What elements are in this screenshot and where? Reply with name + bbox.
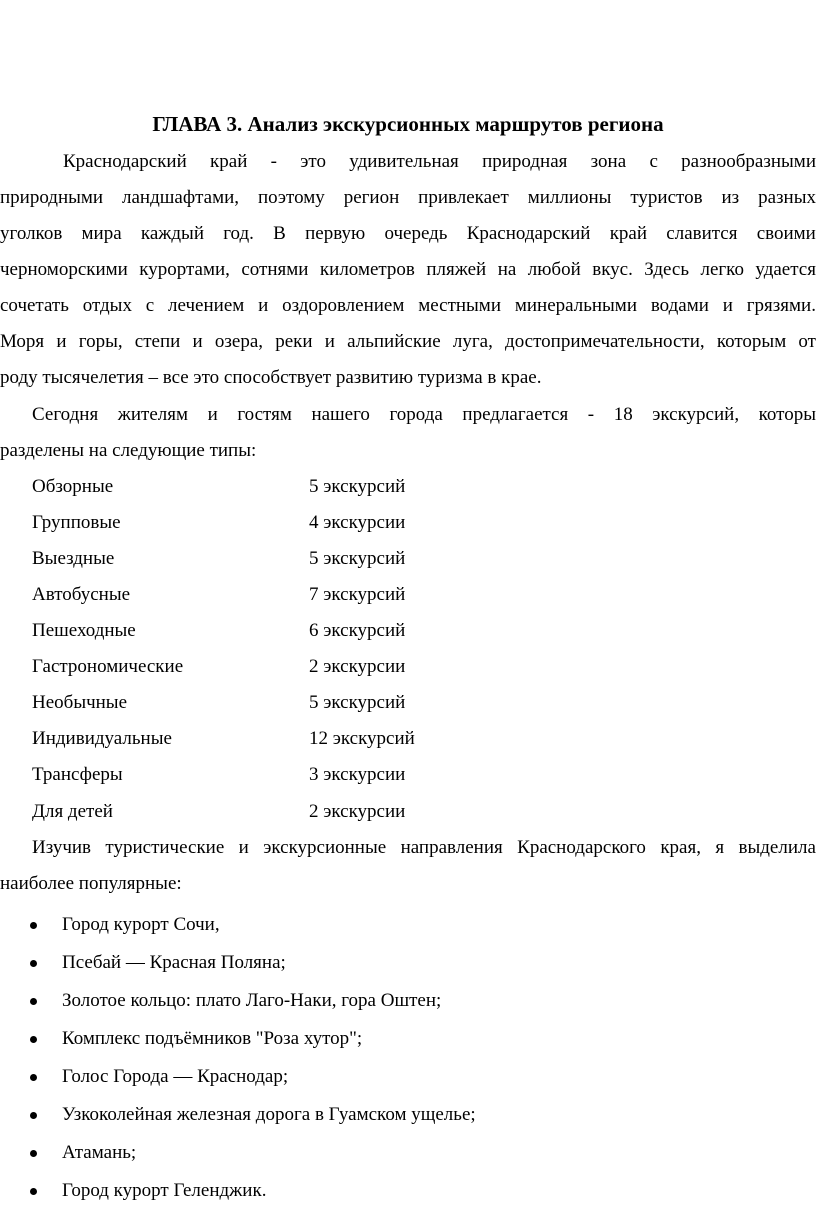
word: и (722, 295, 733, 316)
excursion-type-name: Для детей (32, 801, 113, 822)
word: сотнями (241, 259, 309, 280)
word: предлагается (462, 404, 569, 425)
excursion-type-count: 5 экскурсий (309, 476, 406, 497)
list-item-text: Город курорт Геленджик. (62, 1180, 267, 1201)
word: славится (666, 223, 738, 244)
word: альпийские (347, 331, 441, 352)
paragraph-1-line-1 (63, 150, 816, 174)
paragraph-1-line-7: роду тысячелетия – все это способствует развитию туризма в крае. (0, 367, 542, 388)
word: местными (418, 295, 501, 316)
word: каждый (140, 223, 204, 244)
word: водами (650, 295, 709, 316)
word: направления (400, 837, 503, 858)
excursion-type-count: 2 экскурсии (309, 801, 406, 822)
word: края, (660, 837, 701, 858)
word: я (715, 837, 725, 858)
list-item-text: Комплекс подъёмников "Роза хутор"; (62, 1028, 363, 1049)
word: легко (700, 259, 744, 280)
word: реки (275, 331, 313, 352)
excursion-type-count: 4 экскурсии (309, 512, 406, 533)
excursion-type-count: 3 экскурсии (309, 764, 406, 785)
word: которым (716, 331, 787, 352)
word: природная (482, 151, 568, 172)
word: природными (0, 187, 104, 208)
list-item-text: Узкоколейная железная дорога в Гуамском ущелье; (62, 1104, 476, 1125)
word: Здесь (644, 259, 690, 280)
word: первую (305, 223, 366, 244)
word: разнообразными (681, 151, 816, 172)
list-item-text: Атамань; (62, 1142, 137, 1163)
word: из (721, 187, 740, 208)
word: любой (527, 259, 581, 280)
word: Краснодарский (63, 151, 187, 172)
word: черноморскими (0, 259, 128, 280)
word: грязями. (746, 295, 816, 316)
bullet-icon (30, 960, 37, 967)
paragraph-2-line-2: разделены на следующие типы: (0, 440, 257, 461)
word: озера, (214, 331, 264, 352)
bullet-icon (30, 1036, 37, 1043)
word: курортами, (139, 259, 230, 280)
paragraph-1-line-6 (0, 330, 816, 354)
word: уголков (0, 223, 63, 244)
word: зона (590, 151, 627, 172)
word: удается (755, 259, 816, 280)
word: В (273, 223, 286, 244)
excursion-type-count: 7 экскурсий (309, 584, 406, 605)
chapter-title: ГЛАВА 3. Анализ экскурсионных маршрутов региона (152, 112, 664, 136)
word: километров (319, 259, 415, 280)
word: и (324, 331, 335, 352)
word: экскурсионные (263, 837, 387, 858)
excursion-type-name: Групповые (32, 512, 121, 533)
list-item-text: Псебай — Красная Поляна; (62, 952, 286, 973)
word: и (192, 331, 203, 352)
word: вкус. (592, 259, 633, 280)
word: гостям (237, 404, 292, 425)
word: Краснодарский (466, 223, 591, 244)
word: - (270, 151, 277, 172)
word: лечением (168, 295, 245, 316)
excursion-type-name: Индивидуальные (32, 728, 172, 749)
word: привлекает (418, 187, 509, 208)
bullet-icon (30, 922, 37, 929)
word: выделила (738, 837, 816, 858)
list-item-text: Город курорт Сочи, (62, 914, 220, 935)
bullet-icon (30, 998, 37, 1005)
word: экскурсий, (652, 404, 740, 425)
word: очередь (384, 223, 448, 244)
excursion-type-name: Обзорные (32, 476, 114, 497)
word: минеральными (514, 295, 637, 316)
word: и (207, 404, 218, 425)
word: разных (758, 187, 816, 208)
word: и (56, 331, 67, 352)
excursion-type-name: Трансферы (32, 764, 123, 785)
word: туристов (630, 187, 703, 208)
paragraph-3-line-2: наиболее популярные: (0, 873, 182, 894)
excursion-type-count: 12 экскурсий (309, 728, 415, 749)
word: нашего (311, 404, 370, 425)
bullet-icon (30, 1074, 37, 1081)
word: 18 (613, 404, 633, 425)
excursion-type-count: 5 экскурсий (309, 548, 406, 569)
word: край (609, 223, 648, 244)
word: сочетать (0, 295, 69, 316)
paragraph-2-line-1 (32, 403, 816, 427)
word: это (300, 151, 326, 172)
word: жителям (117, 404, 189, 425)
word: горы, (78, 331, 123, 352)
word: Изучив (32, 837, 92, 858)
excursion-type-name: Необычные (32, 692, 128, 713)
paragraph-1-line-2 (0, 186, 816, 210)
word: миллионы (527, 187, 612, 208)
word: поэтому (257, 187, 325, 208)
word: регион (343, 187, 400, 208)
word: ландшафтами, (122, 187, 240, 208)
word: с (145, 295, 155, 316)
excursion-type-name: Выездные (32, 548, 115, 569)
list-item-text: Золотое кольцо: плато Лаго-Наки, гора Оштен; (62, 990, 442, 1011)
excursion-type-name: Гастрономические (32, 656, 184, 677)
paragraph-3-line-1 (32, 836, 816, 860)
word: пляжей (426, 259, 487, 280)
word: города (389, 404, 443, 425)
word: с (649, 151, 658, 172)
word: от (798, 331, 816, 352)
bullet-icon (30, 1112, 37, 1119)
word: - (587, 404, 595, 425)
word: своими (756, 223, 816, 244)
word: и (258, 295, 269, 316)
excursion-type-name: Автобусные (32, 584, 131, 605)
paragraph-1-line-5 (0, 294, 816, 318)
word: и (238, 837, 249, 858)
word: год. (223, 223, 254, 244)
excursion-type-count: 5 экскурсий (309, 692, 406, 713)
word: оздоровлением (282, 295, 405, 316)
word: край (210, 151, 248, 172)
bullet-icon (30, 1150, 37, 1157)
word: туристические (105, 837, 225, 858)
word: достопримечательности, (505, 331, 705, 352)
paragraph-1-line-4 (0, 258, 816, 282)
word: Краснодарского (517, 837, 646, 858)
word: Сегодня (32, 404, 99, 425)
word: степи (134, 331, 181, 352)
excursion-type-name: Пешеходные (32, 620, 136, 641)
word: Моря (0, 331, 45, 352)
bullet-icon (30, 1188, 37, 1195)
excursion-type-count: 6 экскурсий (309, 620, 406, 641)
excursion-type-count: 2 экскурсии (309, 656, 406, 677)
word: которы (758, 404, 816, 425)
word: отдых (82, 295, 132, 316)
list-item-text: Голос Города — Краснодар; (62, 1066, 289, 1087)
word: на (497, 259, 517, 280)
word: удивительная (349, 151, 459, 172)
paragraph-1-line-3 (0, 222, 816, 246)
word: луга, (452, 331, 493, 352)
word: мира (81, 223, 122, 244)
